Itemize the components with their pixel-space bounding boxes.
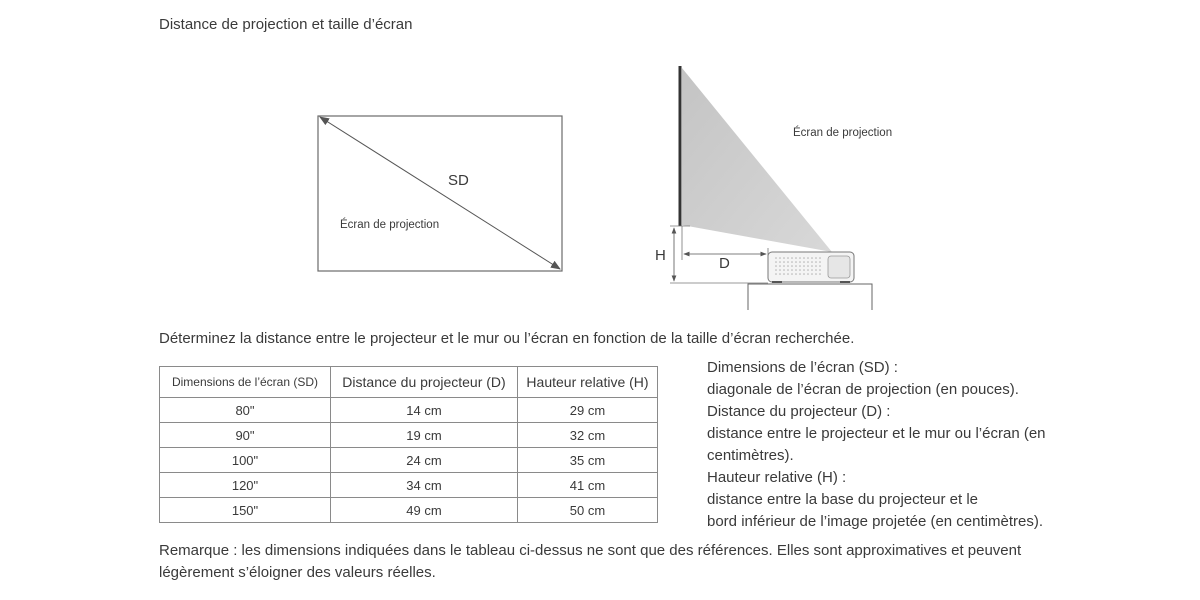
table-surface bbox=[748, 284, 872, 310]
diagonal-arrow bbox=[320, 117, 560, 269]
legend-line: diagonale de l’écran de projection (en pouces). bbox=[707, 381, 1019, 398]
header-distance: Distance du projecteur (D) bbox=[331, 367, 518, 398]
cell-sd: 150" bbox=[160, 498, 331, 523]
intro-text: Déterminez la distance entre le projecteur et le mur ou l’écran en fonction de la taille d’écran recherchée. bbox=[159, 330, 855, 347]
cell-distance: 14 cm bbox=[331, 398, 518, 423]
table-row bbox=[160, 473, 658, 498]
legend-line: bord inférieur de l’image projetée (en centimètres). bbox=[707, 513, 1043, 530]
cell-distance: 24 cm bbox=[331, 448, 518, 473]
projection-beam bbox=[682, 68, 832, 252]
legend-line: distance entre le projecteur et le mur ou l’écran (en bbox=[707, 425, 1046, 442]
cell-height: 35 cm bbox=[518, 448, 658, 473]
legend-line: Dimensions de l’écran (SD) : bbox=[707, 359, 898, 376]
screen-label-right: Écran de projection bbox=[793, 127, 893, 139]
cell-distance: 49 cm bbox=[331, 498, 518, 523]
cell-sd: 100" bbox=[160, 448, 331, 473]
table-row bbox=[160, 448, 658, 473]
legend-line: centimètres). bbox=[707, 447, 794, 464]
cell-distance: 19 cm bbox=[331, 423, 518, 448]
projection-table bbox=[159, 366, 658, 523]
h-label: H bbox=[655, 247, 666, 264]
cell-sd: 80" bbox=[160, 398, 331, 423]
cell-distance: 34 cm bbox=[331, 473, 518, 498]
cell-height: 29 cm bbox=[518, 398, 658, 423]
table-row bbox=[160, 398, 658, 423]
cell-sd: 120" bbox=[160, 473, 331, 498]
cell-height: 41 cm bbox=[518, 473, 658, 498]
table-row bbox=[160, 423, 658, 448]
table-row bbox=[160, 498, 658, 523]
cell-height: 50 cm bbox=[518, 498, 658, 523]
cell-height: 32 cm bbox=[518, 423, 658, 448]
sd-label: SD bbox=[448, 172, 469, 189]
legend-line: Distance du projecteur (D) : bbox=[707, 403, 891, 420]
projector-icon bbox=[768, 252, 854, 282]
legend-line: distance entre la base du projecteur et le bbox=[707, 491, 979, 508]
d-label: D bbox=[719, 255, 730, 272]
header-sd: Dimensions de l’écran (SD) bbox=[160, 367, 331, 398]
header-height: Hauteur relative (H) bbox=[518, 367, 658, 398]
cell-sd: 90" bbox=[160, 423, 331, 448]
legend-definitions bbox=[707, 357, 1046, 533]
page-title: Distance de projection et taille d’écran bbox=[159, 16, 413, 33]
screen-label-left: Écran de projection bbox=[340, 219, 440, 231]
legend-line: Hauteur relative (H) : bbox=[707, 469, 847, 486]
remark-note: Remarque : les dimensions indiquées dans le tableau ci-dessus ne sont que des références. Elles sont approximatives et peuvent légèrement s’éloigner des valeurs réelles. bbox=[159, 542, 1022, 581]
table-header-row bbox=[160, 367, 658, 398]
projection-side-view-diagram bbox=[650, 60, 893, 315]
screen-diagonal-diagram bbox=[310, 108, 570, 280]
